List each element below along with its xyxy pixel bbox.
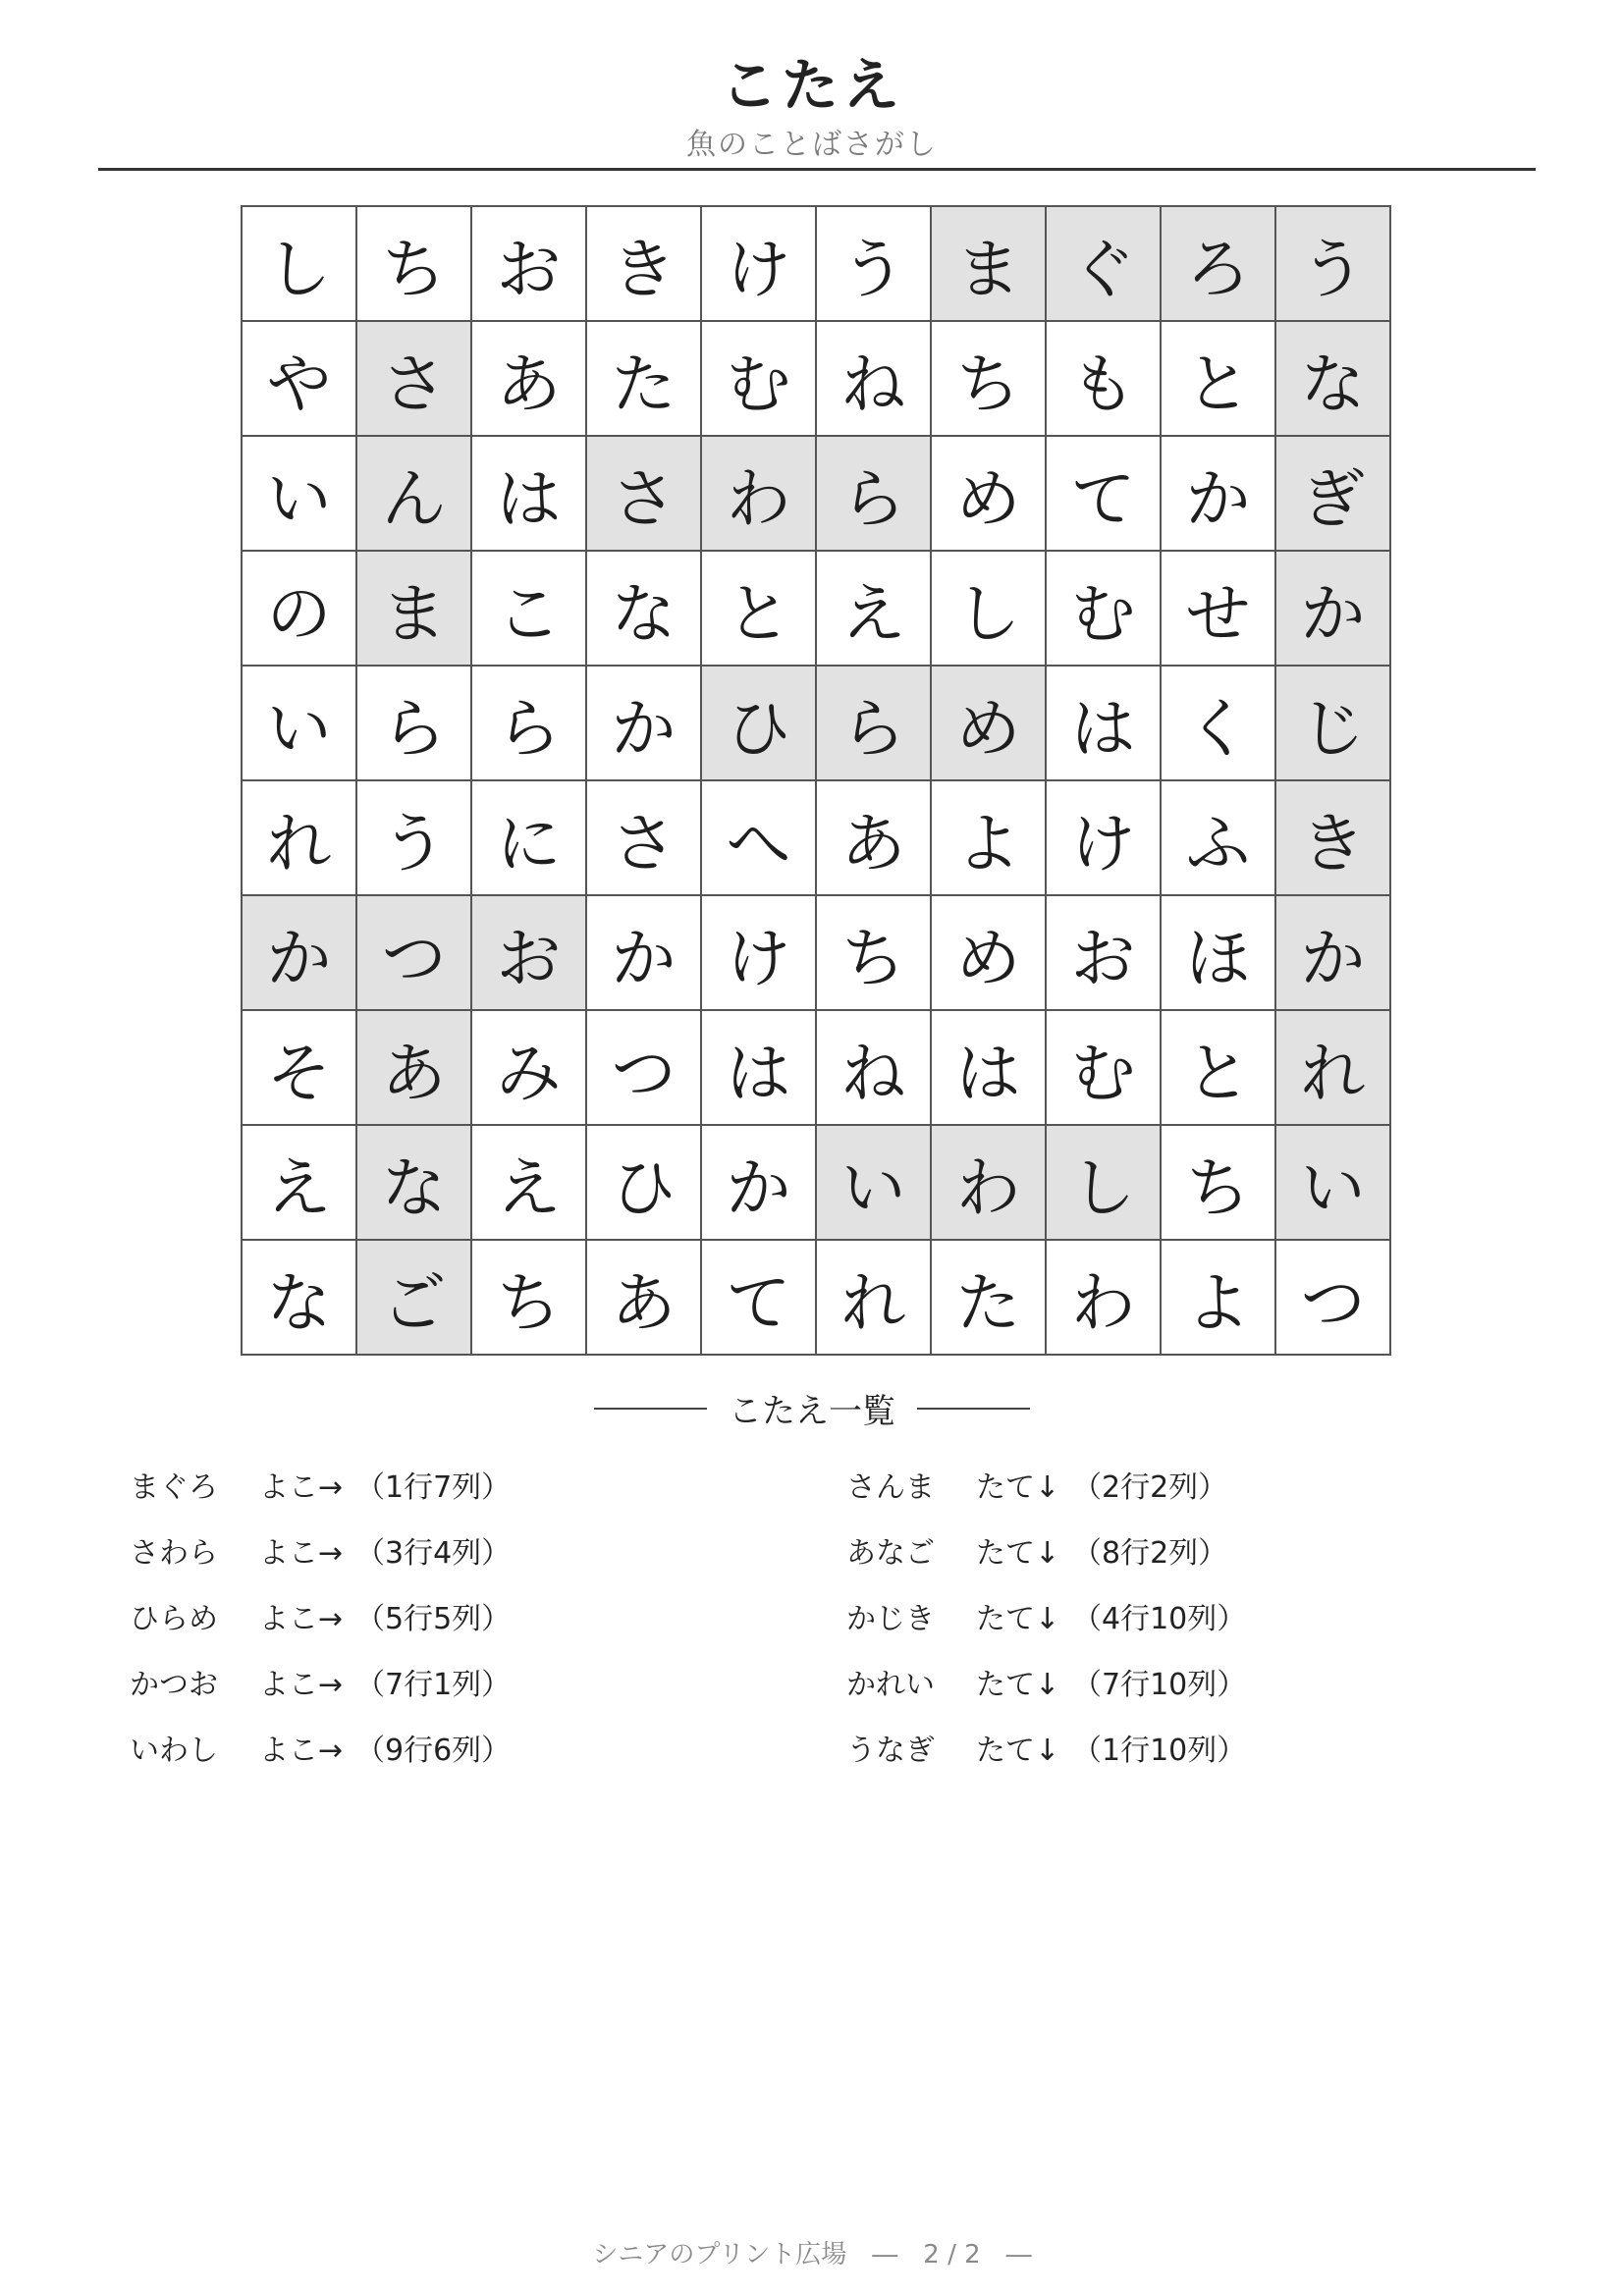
answer-direction: よこ→ xyxy=(259,1470,344,1505)
heading-line-left xyxy=(594,1408,707,1410)
page-footer: シニアのプリント広場 ― 2 / 2 ― xyxy=(592,2240,1032,2269)
grid-cell: め xyxy=(932,437,1047,552)
grid-cell: ぎ xyxy=(1276,437,1391,552)
grid-cell: む xyxy=(702,322,817,437)
answer-direction: よこ→ xyxy=(259,1536,344,1571)
answer-row xyxy=(846,1594,1246,1660)
grid-cell: こ xyxy=(472,552,587,667)
grid-cell: う xyxy=(357,781,472,896)
grid-cell: ほ xyxy=(1162,896,1276,1011)
grid-cell: ん xyxy=(357,437,472,552)
header-divider xyxy=(98,168,1536,171)
answer-position: （7行1列） xyxy=(355,1668,512,1702)
grid-cell: ま xyxy=(932,207,1047,322)
grid-cell: て xyxy=(1047,437,1162,552)
grid-cell: と xyxy=(702,552,817,667)
grid-cell: は xyxy=(1047,667,1162,781)
grid-cell: け xyxy=(702,896,817,1011)
grid-cell: あ xyxy=(472,322,587,437)
grid-cell: の xyxy=(243,552,357,667)
grid-cell: た xyxy=(932,1241,1047,1356)
grid-cell: い xyxy=(243,667,357,781)
grid-cell: つ xyxy=(587,1011,702,1126)
answer-position: （2行2列） xyxy=(1072,1470,1228,1505)
grid-cell: た xyxy=(587,322,702,437)
grid-cell: お xyxy=(1047,896,1162,1011)
answer-position: （9行6列） xyxy=(355,1734,512,1768)
grid-cell: き xyxy=(1276,781,1391,896)
grid-cell: う xyxy=(1276,207,1391,322)
answer-list-left xyxy=(130,1463,511,1791)
grid-cell: し xyxy=(1047,1126,1162,1241)
answer-direction: たて↓ xyxy=(976,1536,1060,1571)
grid-cell: う xyxy=(817,207,932,322)
grid-cell: な xyxy=(587,552,702,667)
grid-cell: く xyxy=(1162,667,1276,781)
grid-cell: ら xyxy=(472,667,587,781)
grid-cell: か xyxy=(702,1126,817,1241)
answer-row xyxy=(846,1528,1246,1594)
answer-direction: たて↓ xyxy=(976,1668,1060,1702)
answer-position: （3行4列） xyxy=(355,1536,512,1571)
grid-cell: ろ xyxy=(1162,207,1276,322)
answer-position: （1行10列） xyxy=(1072,1734,1247,1768)
answer-row xyxy=(846,1726,1246,1791)
grid-cell: と xyxy=(1162,322,1276,437)
grid-cell: さ xyxy=(587,781,702,896)
grid-cell: ら xyxy=(817,667,932,781)
grid-cell: ふ xyxy=(1162,781,1276,896)
grid-cell: え xyxy=(472,1126,587,1241)
grid-cell: つ xyxy=(1276,1241,1391,1356)
grid-cell: わ xyxy=(702,437,817,552)
answer-list-heading xyxy=(0,1384,1624,1432)
grid-cell: お xyxy=(472,207,587,322)
answer-position: （8行2列） xyxy=(1072,1536,1228,1571)
grid-cell: か xyxy=(587,667,702,781)
answer-word: あなご xyxy=(846,1536,935,1571)
grid-cell: あ xyxy=(357,1011,472,1126)
grid-cell: い xyxy=(1276,1126,1391,1241)
answer-word: かれい xyxy=(846,1668,935,1702)
page-subtitle: 魚のことばさがし xyxy=(686,128,938,162)
answer-word: まぐろ xyxy=(130,1470,218,1505)
answer-word: さわら xyxy=(130,1536,218,1571)
grid-cell: じ xyxy=(1276,667,1391,781)
answer-position: （1行7列） xyxy=(355,1470,512,1505)
grid-cell: し xyxy=(243,207,357,322)
answer-list-right xyxy=(846,1463,1246,1791)
grid-cell: ら xyxy=(817,437,932,552)
grid-cell: れ xyxy=(817,1241,932,1356)
grid-cell: れ xyxy=(243,781,357,896)
answer-row xyxy=(846,1463,1246,1528)
heading-line-right xyxy=(917,1408,1030,1410)
grid-cell: え xyxy=(817,552,932,667)
grid-cell: よ xyxy=(1162,1241,1276,1356)
answer-row xyxy=(130,1660,511,1726)
answer-word: さんま xyxy=(846,1470,935,1505)
answer-word: うなぎ xyxy=(846,1734,935,1768)
grid-cell: に xyxy=(472,781,587,896)
grid-cell: ち xyxy=(1162,1126,1276,1241)
grid-cell: つ xyxy=(357,896,472,1011)
grid-cell: は xyxy=(702,1011,817,1126)
grid-cell: け xyxy=(702,207,817,322)
grid-cell: ち xyxy=(472,1241,587,1356)
grid-cell: よ xyxy=(932,781,1047,896)
grid-cell: か xyxy=(1276,552,1391,667)
grid-cell: ね xyxy=(817,322,932,437)
grid-cell: か xyxy=(1276,896,1391,1011)
grid-cell: ら xyxy=(357,667,472,781)
grid-cell: な xyxy=(1276,322,1391,437)
word-search-grid xyxy=(241,205,1391,1356)
answer-row xyxy=(130,1528,511,1594)
answer-direction: よこ→ xyxy=(259,1602,344,1636)
grid-cell: む xyxy=(1047,552,1162,667)
grid-cell: め xyxy=(932,896,1047,1011)
answer-direction: たて↓ xyxy=(976,1470,1060,1505)
answer-row xyxy=(130,1463,511,1528)
grid-cell: ち xyxy=(357,207,472,322)
grid-cell: ぐ xyxy=(1047,207,1162,322)
grid-cell: し xyxy=(932,552,1047,667)
answer-direction: たて↓ xyxy=(976,1734,1060,1768)
grid-cell: な xyxy=(357,1126,472,1241)
answer-row xyxy=(130,1594,511,1660)
grid-cell: れ xyxy=(1276,1011,1391,1126)
grid-cell: や xyxy=(243,322,357,437)
grid-cell: な xyxy=(243,1241,357,1356)
grid-cell: え xyxy=(243,1126,357,1241)
grid-cell: へ xyxy=(702,781,817,896)
grid-cell: み xyxy=(472,1011,587,1126)
grid-cell: さ xyxy=(357,322,472,437)
grid-cell: わ xyxy=(932,1126,1047,1241)
answer-word: かじき xyxy=(846,1602,935,1636)
answer-word: かつお xyxy=(130,1668,218,1702)
grid-cell: わ xyxy=(1047,1241,1162,1356)
answer-row xyxy=(130,1726,511,1791)
grid-cell: て xyxy=(702,1241,817,1356)
grid-cell: は xyxy=(932,1011,1047,1126)
grid-cell: け xyxy=(1047,781,1162,896)
answer-direction: よこ→ xyxy=(259,1668,344,1702)
grid-cell: い xyxy=(243,437,357,552)
grid-cell: ち xyxy=(932,322,1047,437)
grid-cell: あ xyxy=(817,781,932,896)
answer-position: （4行10列） xyxy=(1072,1602,1247,1636)
grid-cell: そ xyxy=(243,1011,357,1126)
grid-cell: さ xyxy=(587,437,702,552)
grid-cell: き xyxy=(587,207,702,322)
answer-direction: たて↓ xyxy=(976,1602,1060,1636)
answer-direction: よこ→ xyxy=(259,1734,344,1768)
grid-cell: ま xyxy=(357,552,472,667)
grid-cell: か xyxy=(243,896,357,1011)
answer-position: （5行5列） xyxy=(355,1602,512,1636)
grid-cell: い xyxy=(817,1126,932,1241)
answer-word: いわし xyxy=(130,1734,218,1768)
grid-cell: め xyxy=(932,667,1047,781)
grid-cell: む xyxy=(1047,1011,1162,1126)
grid-cell: ひ xyxy=(702,667,817,781)
answer-position: （7行10列） xyxy=(1072,1668,1247,1702)
grid-cell: あ xyxy=(587,1241,702,1356)
grid-cell: ひ xyxy=(587,1126,702,1241)
answer-word: ひらめ xyxy=(130,1602,218,1636)
answer-list-title: こたえ一覧 xyxy=(729,1392,895,1431)
grid-cell: ち xyxy=(817,896,932,1011)
grid-cell: せ xyxy=(1162,552,1276,667)
grid-cell: も xyxy=(1047,322,1162,437)
grid-cell: ご xyxy=(357,1241,472,1356)
grid-cell: お xyxy=(472,896,587,1011)
grid-cell: と xyxy=(1162,1011,1276,1126)
page-title: こたえ xyxy=(720,52,903,119)
grid-cell: か xyxy=(1162,437,1276,552)
grid-cell: ね xyxy=(817,1011,932,1126)
grid-cell: は xyxy=(472,437,587,552)
answer-row xyxy=(846,1660,1246,1726)
grid-cell: か xyxy=(587,896,702,1011)
